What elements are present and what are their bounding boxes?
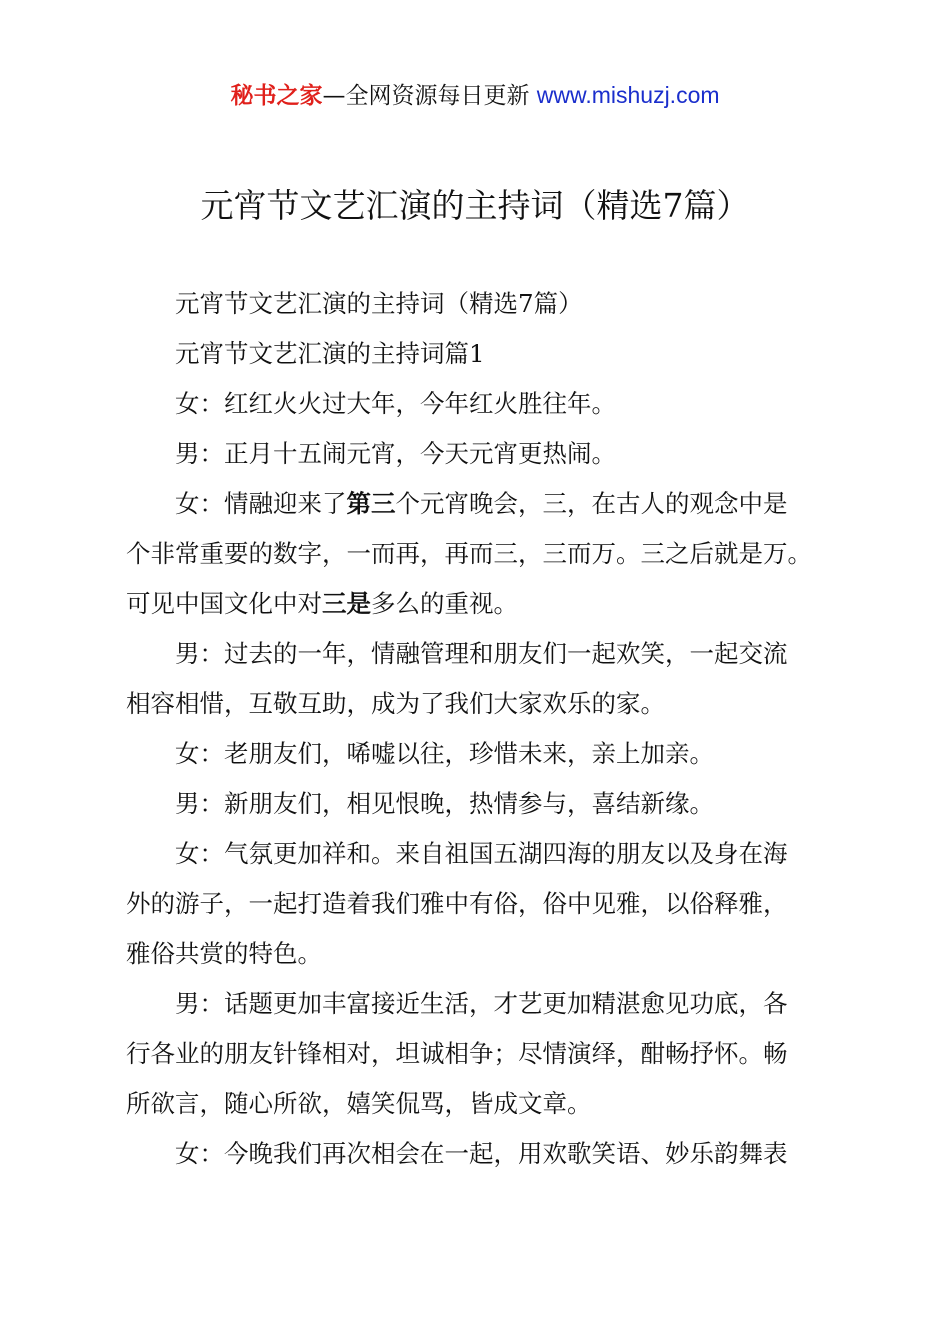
document-title — [0, 181, 950, 231]
paragraph-line — [126, 579, 848, 629]
section-heading-text: 元宵节文艺汇演的主持词篇 — [175, 339, 469, 368]
site-header — [0, 78, 950, 113]
document-body — [126, 279, 848, 1179]
paragraph: 男：过去的一年，情融管理和朋友们一起欢笑，一起交流 — [175, 639, 788, 668]
paragraph-line: 相容相惜，互敬互助，成为了我们大家欢乐的家。 — [126, 689, 665, 718]
paragraph: 男：新朋友们，相见恨晚，热情参与，喜结新缘。 — [175, 789, 714, 818]
paragraph: 男：正月十五闹元宵，今天元宵更热闹。 — [175, 439, 616, 468]
paragraph-text: 可见中国文化中对 — [126, 589, 322, 618]
paragraph: 女：气氛更加祥和。来自祖国五湖四海的朋友以及身在海 — [175, 839, 788, 868]
paragraph-line: 外的游子，一起打造着我们雅中有俗，俗中见雅，以俗释雅， — [126, 889, 788, 918]
site-brand[interactable]: 秘书之家 — [230, 83, 323, 109]
title-prefix: 元宵节文艺汇演的主持词（精选 — [200, 186, 663, 225]
subtitle-paragraph — [126, 279, 848, 329]
paragraph-line: 个非常重要的数字，一而再，再而三，三而万。三之后就是万。 — [126, 539, 812, 568]
paragraph-line: 行各业的朋友针锋相对，坦诚相争；尽情演绎，酣畅抒怀。畅 — [126, 1039, 788, 1068]
paragraph-text: 女：情融迎来了 — [175, 489, 347, 518]
site-tagline: —全网资源每日更新 — [322, 83, 537, 109]
subtitle-number: 7 — [518, 289, 534, 318]
bold-text: 第三 — [346, 489, 396, 518]
paragraph-text: 多么的重视。 — [371, 589, 518, 618]
section-heading — [126, 329, 848, 379]
paragraph: 女：老朋友们，唏嘘以往，珍惜未来，亲上加亲。 — [175, 739, 714, 768]
paragraph-line: 雅俗共赏的特色。 — [126, 939, 322, 968]
paragraph: 女：红红火火过大年，今年红火胜往年。 — [175, 389, 616, 418]
subtitle-text: 元宵节文艺汇演的主持词（精选 — [175, 289, 518, 318]
paragraph-text: 个元宵晚会，三，在古人的观念中是 — [395, 489, 788, 518]
section-number: 1 — [469, 339, 485, 368]
paragraph: 女：今晚我们再次相会在一起，用欢歌笑语、妙乐韵舞表 — [175, 1139, 788, 1168]
paragraph-line: 所欲言，随心所欲，嬉笑侃骂，皆成文章。 — [126, 1089, 592, 1118]
site-url-link[interactable]: www.mishuzj.com — [536, 82, 720, 108]
subtitle-suffix: 篇） — [533, 289, 583, 318]
paragraph — [126, 479, 848, 529]
bold-text: 三是 — [322, 589, 371, 618]
title-suffix: 篇） — [683, 186, 750, 225]
title-number: 7 — [662, 186, 684, 225]
paragraph: 男：话题更加丰富接近生活，才艺更加精湛愈见功底，各 — [175, 989, 788, 1018]
